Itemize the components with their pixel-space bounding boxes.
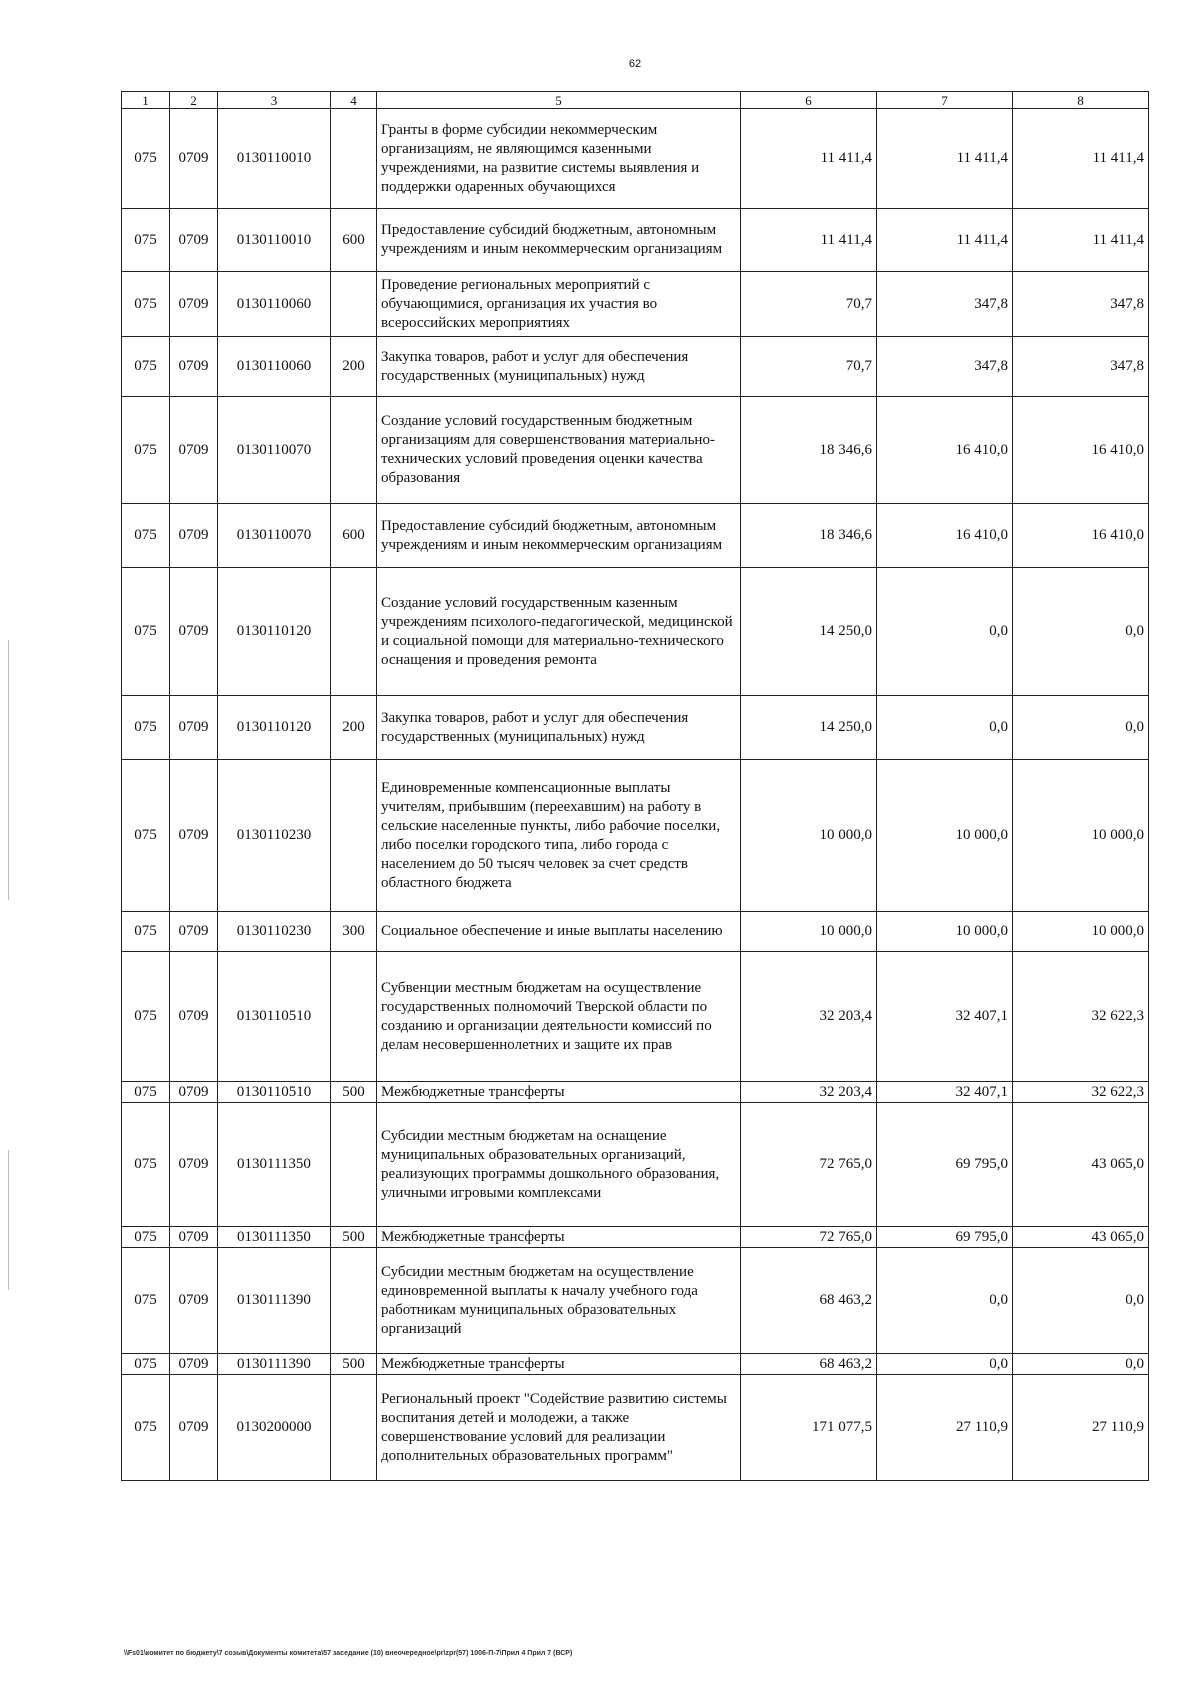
- scan-edge-line: [8, 1150, 9, 1290]
- target-article-code: 0130110120: [218, 568, 331, 696]
- amount-col6: 68 463,2: [741, 1248, 877, 1354]
- amount-col8: 11 411,4: [1013, 109, 1149, 209]
- amount-col7: 16 410,0: [877, 397, 1013, 504]
- ministry-code: 075: [122, 952, 170, 1082]
- column-header: 6: [741, 92, 877, 109]
- amount-col6: 11 411,4: [741, 109, 877, 209]
- column-header: 2: [170, 92, 218, 109]
- target-article-code: 0130111350: [218, 1103, 331, 1227]
- expense-type-code: [331, 568, 377, 696]
- target-article-code: 0130111350: [218, 1227, 331, 1248]
- description: Социальное обеспечение и иные выплаты населению: [377, 912, 741, 952]
- expense-type-code: [331, 952, 377, 1082]
- description: Создание условий государственным бюджетным организациям для совершенствования материально-технических условий проведения оценки качества образования: [377, 397, 741, 504]
- description: Межбюджетные трансферты: [377, 1354, 741, 1375]
- description: Проведение региональных мероприятий с обучающимися, организация их участия во всероссийских мероприятиях: [377, 272, 741, 337]
- ministry-code: 075: [122, 1227, 170, 1248]
- section-code: 0709: [170, 272, 218, 337]
- column-header: 1: [122, 92, 170, 109]
- amount-col8: 347,8: [1013, 272, 1149, 337]
- table-row: [122, 109, 1149, 209]
- table-row: [122, 568, 1149, 696]
- amount-col7: 0,0: [877, 1354, 1013, 1375]
- target-article-code: 0130110070: [218, 397, 331, 504]
- expense-type-code: 600: [331, 504, 377, 568]
- expense-type-code: 200: [331, 696, 377, 760]
- description: Региональный проект "Содействие развитию системы воспитания детей и молодежи, а также совершенствование условий для реализации дополнительных образовательных программ": [377, 1375, 741, 1481]
- ministry-code: 075: [122, 568, 170, 696]
- page-number: 62: [628, 58, 642, 70]
- expense-type-code: [331, 1248, 377, 1354]
- column-header: 4: [331, 92, 377, 109]
- amount-col7: 16 410,0: [877, 504, 1013, 568]
- amount-col7: 11 411,4: [877, 109, 1013, 209]
- table-row: [122, 696, 1149, 760]
- expense-type-code: 500: [331, 1082, 377, 1103]
- amount-col6: 70,7: [741, 272, 877, 337]
- budget-table: [121, 91, 1149, 1481]
- section-code: 0709: [170, 912, 218, 952]
- target-article-code: 0130110230: [218, 760, 331, 912]
- amount-col8: 43 065,0: [1013, 1227, 1149, 1248]
- section-code: 0709: [170, 1354, 218, 1375]
- expense-type-code: [331, 109, 377, 209]
- section-code: 0709: [170, 1227, 218, 1248]
- table-row: [122, 1248, 1149, 1354]
- expense-type-code: 600: [331, 209, 377, 272]
- target-article-code: 0130110230: [218, 912, 331, 952]
- amount-col7: 69 795,0: [877, 1227, 1013, 1248]
- description: Создание условий государственным казенным учреждениям психолого-педагогической, медицинской и социальной помощи для материально-технического оснащения и проведения ремонта: [377, 568, 741, 696]
- expense-type-code: 300: [331, 912, 377, 952]
- amount-col8: 16 410,0: [1013, 397, 1149, 504]
- table-row: [122, 952, 1149, 1082]
- amount-col8: 0,0: [1013, 1354, 1149, 1375]
- description: Межбюджетные трансферты: [377, 1082, 741, 1103]
- section-code: 0709: [170, 337, 218, 397]
- description: Гранты в форме субсидии некоммерческим организациям, не являющимся казенными учреждениями, на развитие системы выявления и поддержки одаренных обучающихся: [377, 109, 741, 209]
- ministry-code: 075: [122, 1375, 170, 1481]
- amount-col8: 10 000,0: [1013, 760, 1149, 912]
- section-code: 0709: [170, 1248, 218, 1354]
- amount-col8: 0,0: [1013, 1248, 1149, 1354]
- amount-col6: 171 077,5: [741, 1375, 877, 1481]
- amount-col6: 72 765,0: [741, 1227, 877, 1248]
- ministry-code: 075: [122, 1082, 170, 1103]
- amount-col7: 11 411,4: [877, 209, 1013, 272]
- description: Предоставление субсидий бюджетным, автономным учреждениям и иным некоммерческим организациям: [377, 209, 741, 272]
- table-row: [122, 209, 1149, 272]
- section-code: 0709: [170, 397, 218, 504]
- amount-col7: 347,8: [877, 337, 1013, 397]
- column-header: 3: [218, 92, 331, 109]
- section-code: 0709: [170, 760, 218, 912]
- table-row: [122, 272, 1149, 337]
- scan-edge-line: [8, 640, 9, 900]
- amount-col8: 27 110,9: [1013, 1375, 1149, 1481]
- expense-type-code: [331, 760, 377, 912]
- ministry-code: 075: [122, 1354, 170, 1375]
- table-row: [122, 397, 1149, 504]
- target-article-code: 0130110070: [218, 504, 331, 568]
- table-row: [122, 760, 1149, 912]
- target-article-code: 0130110510: [218, 1082, 331, 1103]
- ministry-code: 075: [122, 760, 170, 912]
- amount-col6: 10 000,0: [741, 912, 877, 952]
- expense-type-code: 500: [331, 1227, 377, 1248]
- ministry-code: 075: [122, 397, 170, 504]
- target-article-code: 0130110120: [218, 696, 331, 760]
- ministry-code: 075: [122, 504, 170, 568]
- amount-col7: 0,0: [877, 1248, 1013, 1354]
- ministry-code: 075: [122, 696, 170, 760]
- amount-col6: 10 000,0: [741, 760, 877, 912]
- amount-col6: 14 250,0: [741, 696, 877, 760]
- column-header: 7: [877, 92, 1013, 109]
- expense-type-code: 500: [331, 1354, 377, 1375]
- amount-col8: 32 622,3: [1013, 1082, 1149, 1103]
- amount-col7: 0,0: [877, 568, 1013, 696]
- footer-file-path: \\Fs01\комитет по бюджету\7 созыв\Документы комитета\57 заседание (10) внеочередное\pr\zpr(57) 1006-П-7\Прил 4 Прил 7 (ВСР): [124, 1650, 573, 1657]
- column-header: 8: [1013, 92, 1149, 109]
- description: Закупка товаров, работ и услуг для обеспечения государственных (муниципальных) нужд: [377, 337, 741, 397]
- expense-type-code: [331, 397, 377, 504]
- ministry-code: 075: [122, 337, 170, 397]
- section-code: 0709: [170, 952, 218, 1082]
- description: Субсидии местным бюджетам на оснащение муниципальных образовательных организаций, реализующих программы дошкольного образования, уличными игровыми комплексами: [377, 1103, 741, 1227]
- target-article-code: 0130110010: [218, 109, 331, 209]
- amount-col8: 43 065,0: [1013, 1103, 1149, 1227]
- table-row: [122, 1103, 1149, 1227]
- amount-col8: 347,8: [1013, 337, 1149, 397]
- amount-col6: 32 203,4: [741, 952, 877, 1082]
- target-article-code: 0130110060: [218, 337, 331, 397]
- table-row: [122, 912, 1149, 952]
- section-code: 0709: [170, 1103, 218, 1227]
- description: Субсидии местным бюджетам на осуществление единовременной выплаты к началу учебного года работникам муниципальных образовательных организаций: [377, 1248, 741, 1354]
- target-article-code: 0130111390: [218, 1248, 331, 1354]
- description: Субвенции местным бюджетам на осуществление государственных полномочий Тверской области по созданию и организации деятельности комиссий по делам несовершеннолетних и защите их прав: [377, 952, 741, 1082]
- amount-col8: 11 411,4: [1013, 209, 1149, 272]
- table-row: [122, 337, 1149, 397]
- ministry-code: 075: [122, 272, 170, 337]
- expense-type-code: 200: [331, 337, 377, 397]
- expense-type-code: [331, 1103, 377, 1227]
- amount-col8: 0,0: [1013, 696, 1149, 760]
- expense-type-code: [331, 272, 377, 337]
- description: Единовременные компенсационные выплаты учителям, прибывшим (переехавшим) на работу в сельские населенные пункты, либо рабочие поселки, либо поселки городского типа, либо города с населением до 50 тысяч человек за счет средств областного бюджета: [377, 760, 741, 912]
- ministry-code: 075: [122, 1248, 170, 1354]
- amount-col6: 14 250,0: [741, 568, 877, 696]
- description: Закупка товаров, работ и услуг для обеспечения государственных (муниципальных) нужд: [377, 696, 741, 760]
- amount-col6: 18 346,6: [741, 504, 877, 568]
- ministry-code: 075: [122, 912, 170, 952]
- ministry-code: 075: [122, 209, 170, 272]
- table-row: [122, 1354, 1149, 1375]
- amount-col7: 69 795,0: [877, 1103, 1013, 1227]
- ministry-code: 075: [122, 1103, 170, 1227]
- table-row: [122, 504, 1149, 568]
- table-row: [122, 1375, 1149, 1481]
- amount-col6: 18 346,6: [741, 397, 877, 504]
- amount-col6: 72 765,0: [741, 1103, 877, 1227]
- section-code: 0709: [170, 568, 218, 696]
- amount-col8: 32 622,3: [1013, 952, 1149, 1082]
- amount-col7: 10 000,0: [877, 760, 1013, 912]
- target-article-code: 0130110060: [218, 272, 331, 337]
- description: Предоставление субсидий бюджетным, автономным учреждениям и иным некоммерческим организациям: [377, 504, 741, 568]
- amount-col6: 11 411,4: [741, 209, 877, 272]
- expense-type-code: [331, 1375, 377, 1481]
- target-article-code: 0130111390: [218, 1354, 331, 1375]
- amount-col7: 32 407,1: [877, 1082, 1013, 1103]
- section-code: 0709: [170, 696, 218, 760]
- description: Межбюджетные трансферты: [377, 1227, 741, 1248]
- target-article-code: 0130200000: [218, 1375, 331, 1481]
- ministry-code: 075: [122, 109, 170, 209]
- amount-col8: 10 000,0: [1013, 912, 1149, 952]
- amount-col8: 0,0: [1013, 568, 1149, 696]
- amount-col7: 347,8: [877, 272, 1013, 337]
- amount-col7: 0,0: [877, 696, 1013, 760]
- target-article-code: 0130110010: [218, 209, 331, 272]
- section-code: 0709: [170, 209, 218, 272]
- amount-col8: 16 410,0: [1013, 504, 1149, 568]
- section-code: 0709: [170, 1375, 218, 1481]
- table-row: [122, 1227, 1149, 1248]
- column-header: 5: [377, 92, 741, 109]
- target-article-code: 0130110510: [218, 952, 331, 1082]
- amount-col6: 68 463,2: [741, 1354, 877, 1375]
- amount-col6: 32 203,4: [741, 1082, 877, 1103]
- section-code: 0709: [170, 109, 218, 209]
- amount-col7: 27 110,9: [877, 1375, 1013, 1481]
- amount-col7: 32 407,1: [877, 952, 1013, 1082]
- section-code: 0709: [170, 1082, 218, 1103]
- header-row: [122, 92, 1149, 109]
- section-code: 0709: [170, 504, 218, 568]
- amount-col6: 70,7: [741, 337, 877, 397]
- amount-col7: 10 000,0: [877, 912, 1013, 952]
- table-row: [122, 1082, 1149, 1103]
